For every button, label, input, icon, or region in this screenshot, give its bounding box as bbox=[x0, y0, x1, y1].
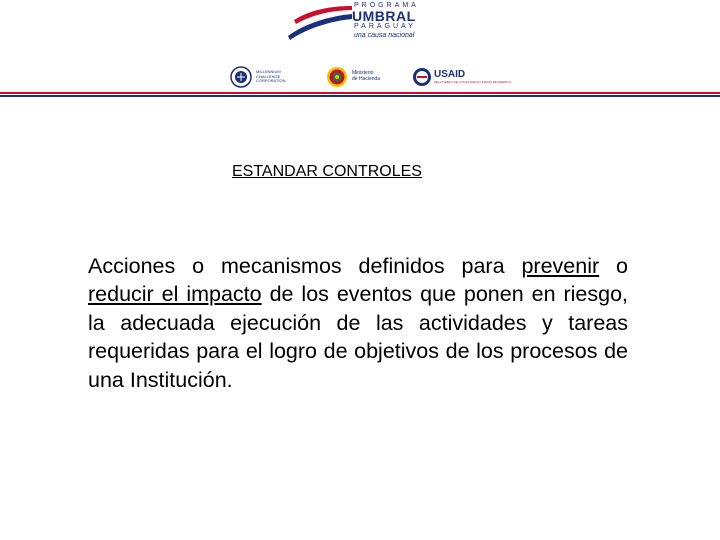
logo-tagline: una causa nacional bbox=[354, 32, 415, 39]
header-rule-blue bbox=[0, 95, 720, 97]
usaid-subtitle: DEL PUEBLO DE LOS ESTADOS UNIDOS DE AMERICA bbox=[434, 80, 512, 84]
mcc-emblem-icon bbox=[230, 66, 252, 88]
slide-title: ESTANDAR CONTROLES bbox=[232, 163, 422, 180]
paraguay-seal-icon bbox=[326, 66, 348, 88]
mcc-line-2: CHALLENGE bbox=[256, 73, 281, 79]
partner-hacienda bbox=[324, 64, 396, 90]
body-segment-2: o bbox=[599, 254, 628, 278]
usaid-name: USAID bbox=[434, 69, 466, 80]
mcc-line-3: CORPORATION bbox=[256, 78, 286, 83]
body-segment-3: de los eventos que ponen en riesgo, la adecuada ejecución de las actividades y tareas requeridas para el logro de objetivos de los procesos de una Institución. bbox=[88, 282, 629, 392]
logo-line-2: UMBRAL bbox=[352, 8, 416, 24]
partner-usaid bbox=[412, 64, 512, 90]
logo-line-3: PARAGUAY bbox=[354, 23, 416, 30]
slide-body bbox=[88, 252, 628, 394]
body-segment-1: Acciones o mecanismos definidos para bbox=[88, 254, 522, 278]
partner-mcc bbox=[228, 64, 308, 90]
mcc-name bbox=[256, 70, 285, 84]
programa-umbral-logo bbox=[284, 2, 436, 44]
body-term-prevenir: prevenir bbox=[521, 254, 600, 278]
partner-logos bbox=[228, 64, 512, 90]
body-term-reducir-impacto: reducir el impacto bbox=[88, 282, 262, 307]
logo-line-1: PROGRAMA bbox=[354, 2, 419, 9]
hacienda-line-1: Ministerio bbox=[352, 70, 374, 76]
usaid-seal-icon bbox=[412, 67, 432, 87]
hacienda-name bbox=[352, 71, 380, 82]
hacienda-line-2: de Hacienda bbox=[352, 75, 381, 82]
flag-swoosh-icon bbox=[284, 2, 354, 44]
mcc-line-1: MILLENNIUM bbox=[256, 69, 281, 74]
